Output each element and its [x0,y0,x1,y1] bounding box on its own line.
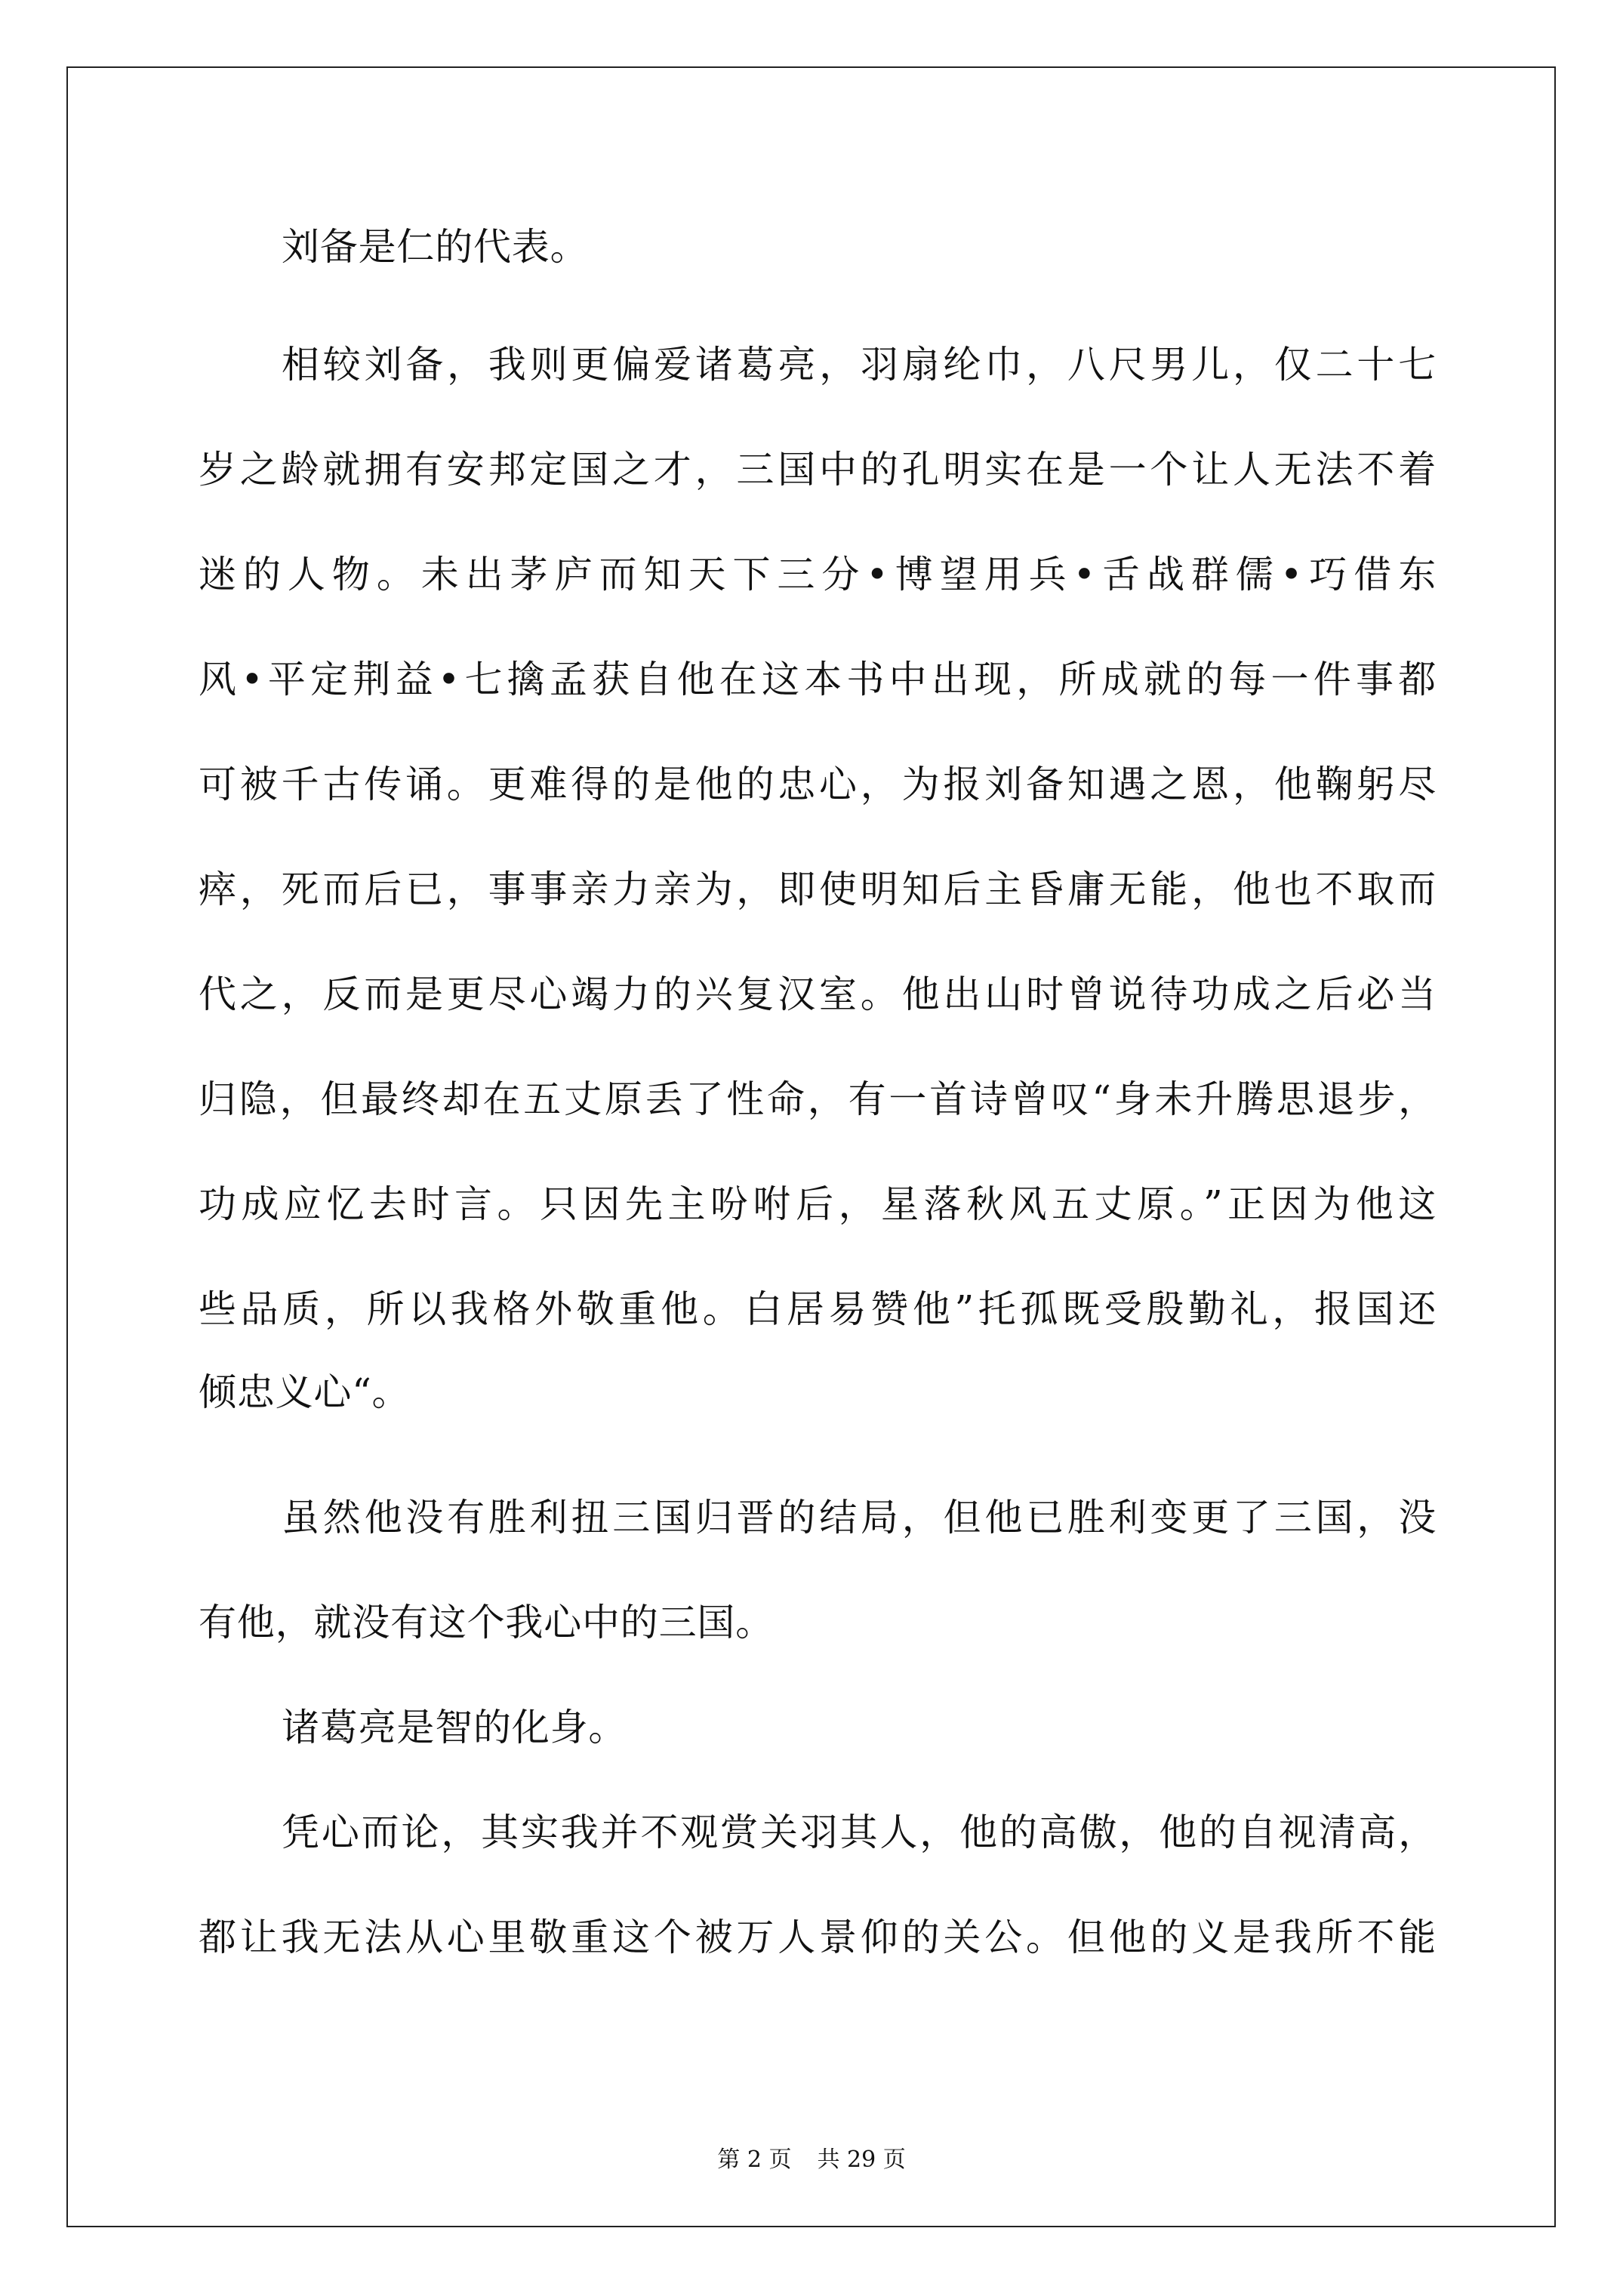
page-footer [0,2147,1623,2174]
paragraph-line: 都让我无法从心里敬重这个被万人景仰的关公。但他的义是我所不能 [199,1915,1437,1959]
paragraph-line: 些品质，所以我格外敬重他。白居易赞他”托孤既受殷勤礼，报国还 [199,1287,1437,1331]
paragraph-line: 倾忠义心“。 [199,1370,411,1414]
paragraph-line: 凭心而论，其实我并不观赏关羽其人，他的高傲，他的自视清高， [282,1811,1437,1854]
paragraph-line: 瘁，死而后已，事事亲力亲为，即使明知后主昏庸无能，他也不取而 [199,868,1437,911]
page-total: 共 29 页 [817,2147,906,2173]
paragraph-line: 功成应忆去时言。只因先主吩咐后，星落秋风五丈原。”正因为他这 [199,1182,1437,1226]
page-border [66,66,1556,2227]
paragraph-line: 风•平定荆益•七擒孟获自他在这本书中出现，所成就的每一件事都 [199,658,1437,701]
paragraph-line: 虽然他没有胜利扭三国归晋的结局，但他已胜利变更了三国，没 [282,1496,1437,1539]
paragraph-line: 迷的人物。未出茅庐而知天下三分•博望用兵•舌战群儒•巧借东 [199,553,1437,596]
paragraph-line: 代之，反而是更尽心竭力的兴复汉室。他出山时曾说待功成之后必当 [199,972,1437,1016]
paragraph-line: 岁之龄就拥有安邦定国之才，三国中的孔明实在是一个让人无法不着 [199,448,1437,492]
paragraph-line: 可被千古传诵。更难得的是他的忠心，为报刘备知遇之恩，他鞠躬尽 [199,763,1437,806]
paragraph-line: 相较刘备，我则更偏爱诸葛亮，羽扇纶巾，八尺男儿，仅二十七 [282,343,1437,387]
paragraph-line: 归隐，但最终却在五丈原丢了性命，有一首诗曾叹“身未升腾思退步， [199,1077,1437,1121]
paragraph-line: 有他，就没有这个我心中的三国。 [199,1601,774,1644]
page-number: 第 2 页 [717,2147,792,2173]
paragraph-line: 刘备是仁的代表。 [282,225,589,269]
paragraph-line: 诸葛亮是智的化身。 [282,1706,627,1749]
